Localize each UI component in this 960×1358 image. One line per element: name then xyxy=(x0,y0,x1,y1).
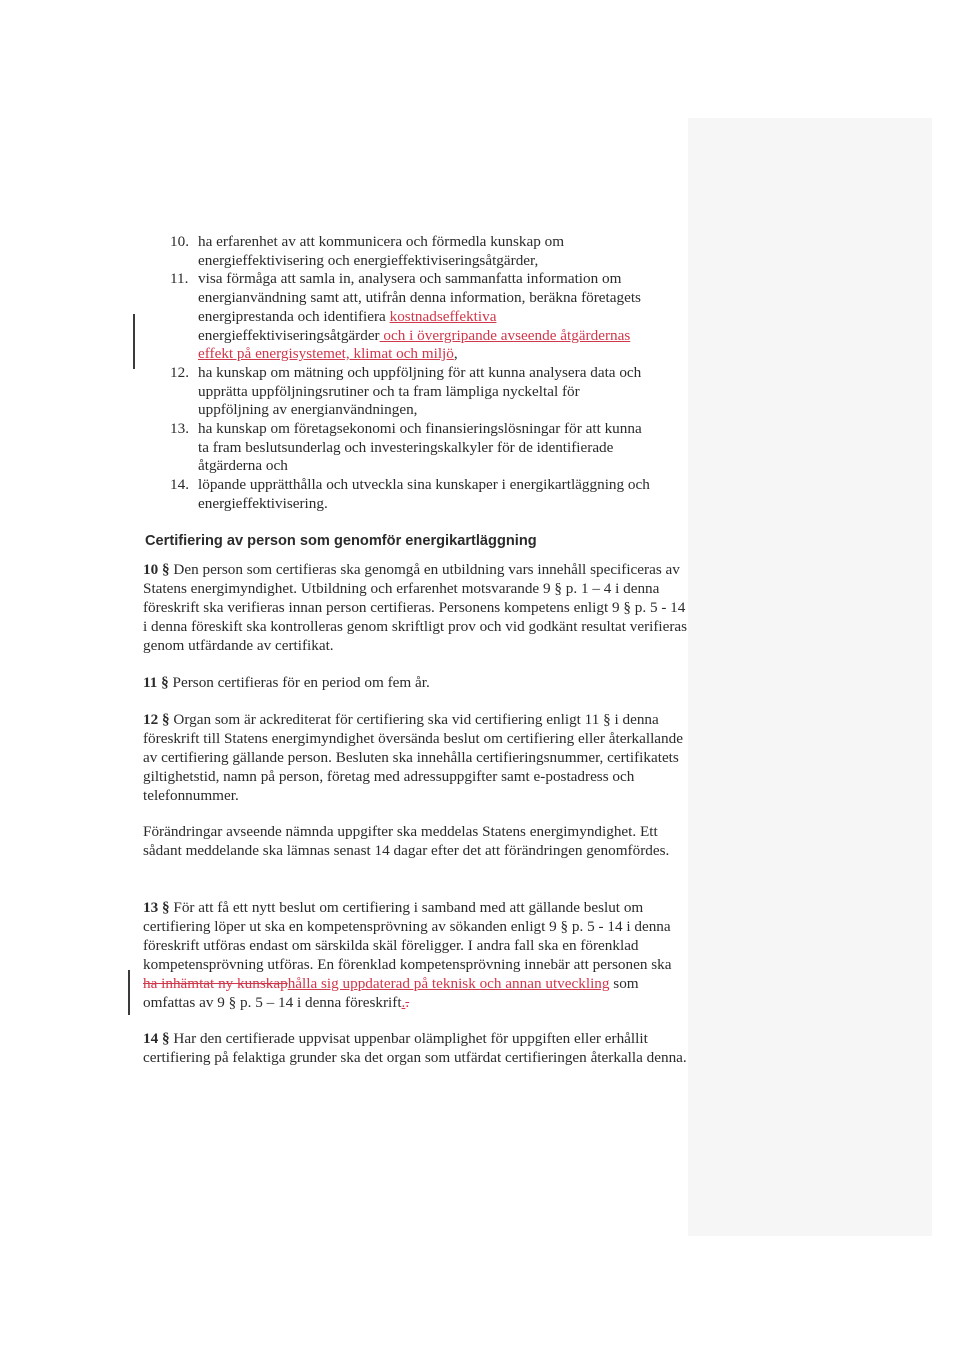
item-line xyxy=(198,327,710,346)
item-line: ta fram beslutsunderlag och investeringskalkyler för de identifierade xyxy=(198,438,614,456)
list-item xyxy=(170,420,710,476)
list-number: 13. xyxy=(170,420,189,438)
item-line: upprätta uppföljningsrutiner och ta fram lämpliga nyckeltal för xyxy=(198,382,580,400)
paragraph-text: Har den certifierade uppvisat uppenbar olämplighet för uppgiften eller erhållit certifiering på felaktiga grunder ska det organ som utfärdat certifieringen återkalla denna. xyxy=(143,1030,687,1066)
list-number: 10. xyxy=(170,233,189,250)
inserted-text: hålla sig uppdaterad på teknisk och annan utveckling xyxy=(287,975,610,992)
inserted-text: . xyxy=(401,994,406,1011)
inserted-text: effekt på energisystemet, klimat och miljö xyxy=(198,345,454,363)
deleted-text: . xyxy=(405,994,410,1011)
item-text: energieffektiviseringsåtgärder xyxy=(198,326,380,344)
list-number: 11. xyxy=(170,270,189,288)
deleted-text: ha inhämtat ny kunskap xyxy=(143,975,288,992)
paragraph-13 xyxy=(143,898,688,1012)
paragraph-12 xyxy=(143,710,688,805)
paragraph-11 xyxy=(143,673,688,692)
item-text: energiprestanda och identifiera xyxy=(198,307,390,325)
paragraph-text: För att få ett nytt beslut om certifiering i samband med att gällande beslut om certifiering löper ut ska en kompetensprövning av sökanden enligt 9 § p. 5 - 14 i denna föreskrift utföras endast om särskilda skäl föreligger. I andra fall ska en förenklad kompetensprövning utföras. En förenklad kompetensprövning innebär att personen ska xyxy=(143,899,672,973)
change-bar-1 xyxy=(133,314,135,369)
section-ref: 11 § xyxy=(143,674,169,691)
item-line: energieffektivisering. xyxy=(198,494,328,512)
paragraph-10 xyxy=(143,560,688,655)
inserted-text: och i övergripande avseende åtgärdernas xyxy=(379,326,631,344)
item-line: åtgärderna och xyxy=(198,457,288,475)
item-line xyxy=(198,345,710,364)
section-ref: 10 § xyxy=(143,561,170,578)
paragraph-text: som omfattas av 9 § p. 5 – 14 i denna föreskrift xyxy=(143,975,639,1011)
section-ref: 12 § xyxy=(143,711,170,728)
list-item xyxy=(170,476,710,513)
list-item xyxy=(170,270,710,364)
paragraph-text: Organ som är ackrediterat för certifiering ska vid certifiering enligt 11 § i denna föreskrift till Statens energimyndighet översända beslut om certifiering eller återkallande av certifiering gällande person. Besluten ska innehålla certifieringsnummer, certifikatets giltighetstid, namn på person, företag med adressuppgifter samt e-postadress och telefonnummer. xyxy=(143,711,683,804)
item-line: ha kunskap om mätning och uppföljning för att kunna analysera data och xyxy=(198,363,642,381)
section-heading: Certifiering av person som genomför energikartläggning xyxy=(145,533,537,549)
item-line: energianvändning samt att, utifrån denna information, beräkna företagets xyxy=(198,289,641,307)
item-text: , xyxy=(453,345,458,363)
list-item xyxy=(170,364,710,420)
item-line: ha kunskap om företagsekonomi och finansieringslösningar för att kunna xyxy=(198,420,642,438)
list-number: 12. xyxy=(170,363,189,381)
item-line xyxy=(198,308,710,327)
section-ref: 13 § xyxy=(143,899,170,916)
list-item xyxy=(170,233,710,270)
item-line: löpande upprätthålla och utveckla sina kunskaper i energikartläggning och xyxy=(198,476,650,494)
list-number: 14. xyxy=(170,476,189,494)
item-line: visa förmåga att samla in, analysera och sammanfatta information om xyxy=(198,270,622,288)
item-line: ha erfarenhet av att kommunicera och förmedla kunskap om xyxy=(198,233,565,250)
item-line: uppföljning av energianvändningen, xyxy=(198,401,418,419)
section-ref: 14 § xyxy=(143,1030,170,1047)
change-bar-2 xyxy=(128,970,130,1015)
paragraph-text: Den person som certifieras ska genomgå en utbildning vars innehåll specificeras av Statens energimyndighet. Utbildning och erfarenhet motsvarande 9 § p. 1 – 4 i denna föreskrift ska verifieras innan person certifieras. Personens kompetens enligt 9 § p. 5 - 14 i denna föreskift ska kontrolleras genom skriftligt prov och vid godkänt resultat verifieras genom utfärdande av certifikat. xyxy=(143,561,688,654)
paragraph-14 xyxy=(143,1029,688,1067)
item-line: energieffektivisering och energieffektiviseringsåtgärder, xyxy=(198,251,539,269)
paragraph-text: Person certifieras för en period om fem år. xyxy=(168,674,430,691)
requirements-list xyxy=(170,233,710,514)
scan-shading xyxy=(688,118,932,1236)
paragraph-changes: Förändringar avseende nämnda uppgifter ska meddelas Statens energimyndighet. Ett sådant meddelande ska lämnas senast 14 dagar efter det att förändringen genomfördes. xyxy=(143,823,670,859)
inserted-text: kostnadseffektiva xyxy=(389,307,497,325)
